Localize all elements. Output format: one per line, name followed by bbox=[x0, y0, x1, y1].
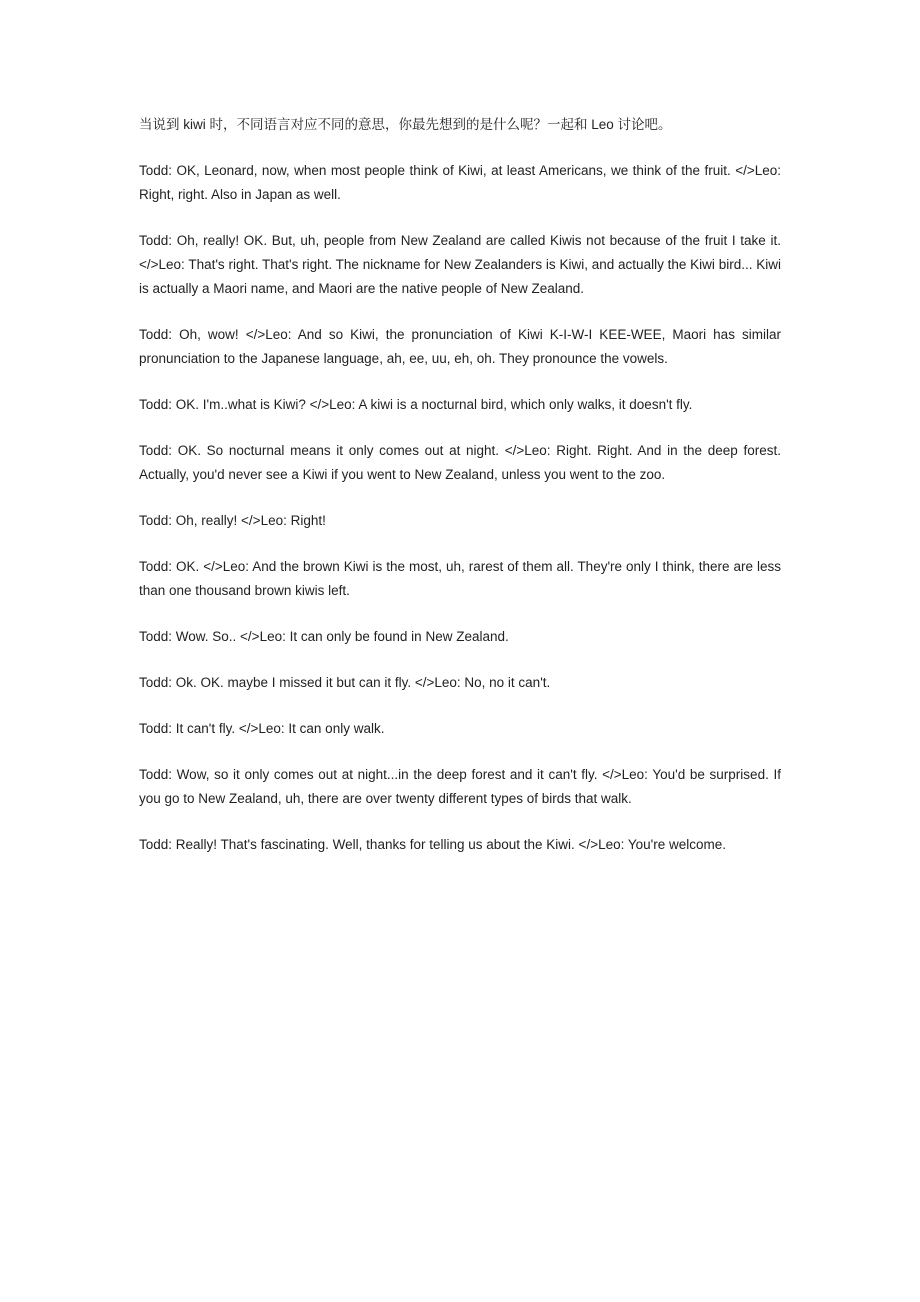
dialogue-paragraph-8: Todd: Wow. So.. </>Leo: It can only be found in New Zealand. bbox=[139, 629, 509, 644]
dialogue-paragraph-1: Todd: OK, Leonard, now, when most people think of Kiwi, at least Americans, we think of the fruit. </>Leo: Right, right. Also in Japan as well. bbox=[139, 163, 781, 202]
dialogue-paragraph-3: Todd: Oh, wow! </>Leo: And so Kiwi, the pronunciation of Kiwi K-I-W-I KEE-WEE, Maori has similar pronunciation to the Japanese language, ah, ee, uu, eh, oh. They pronounce the vowels. bbox=[139, 327, 781, 366]
dialogue-paragraph-7: Todd: OK. </>Leo: And the brown Kiwi is the most, uh, rarest of them all. They're only I think, there are less than one thousand brown kiwis left. bbox=[139, 559, 781, 598]
dialogue-paragraph-11: Todd: Wow, so it only comes out at night...in the deep forest and it can't fly. </>Leo: You'd be surprised. If you go to New Zealand, uh, there are over twenty different types of birds that walk. bbox=[139, 767, 781, 806]
dialogue-paragraph-9: Todd: Ok. OK. maybe I missed it but can it fly. </>Leo: No, no it can't. bbox=[139, 675, 551, 690]
intro-paragraph: 当说到 kiwi 时，不同语言对应不同的意思，你最先想到的是什么呢？一起和 Leo 讨论吧。 bbox=[139, 117, 672, 132]
dialogue-paragraph-6: Todd: Oh, really! </>Leo: Right! bbox=[139, 513, 326, 528]
dialogue-paragraph-10: Todd: It can't fly. </>Leo: It can only walk. bbox=[139, 721, 385, 736]
dialogue-paragraph-5: Todd: OK. So nocturnal means it only comes out at night. </>Leo: Right. Right. And in the deep forest. Actually, you'd never see a Kiwi if you went to New Zealand, unless you went to the zoo. bbox=[139, 443, 781, 482]
dialogue-paragraph-2: Todd: Oh, really! OK. But, uh, people from New Zealand are called Kiwis not because of the fruit I take it. </>Leo: That's right. That's right. The nickname for New Zealanders is Kiwi, and actually the Kiwi bird... Kiwi is actually a Maori name, and Maori are the native people of New Zealand. bbox=[139, 233, 781, 296]
document-page bbox=[139, 113, 781, 879]
dialogue-paragraph-12: Todd: Really! That's fascinating. Well, thanks for telling us about the Kiwi. </>Leo: You're welcome. bbox=[139, 837, 726, 852]
dialogue-paragraph-4: Todd: OK. I'm..what is Kiwi? </>Leo: A kiwi is a nocturnal bird, which only walks, it doesn't fly. bbox=[139, 397, 693, 412]
